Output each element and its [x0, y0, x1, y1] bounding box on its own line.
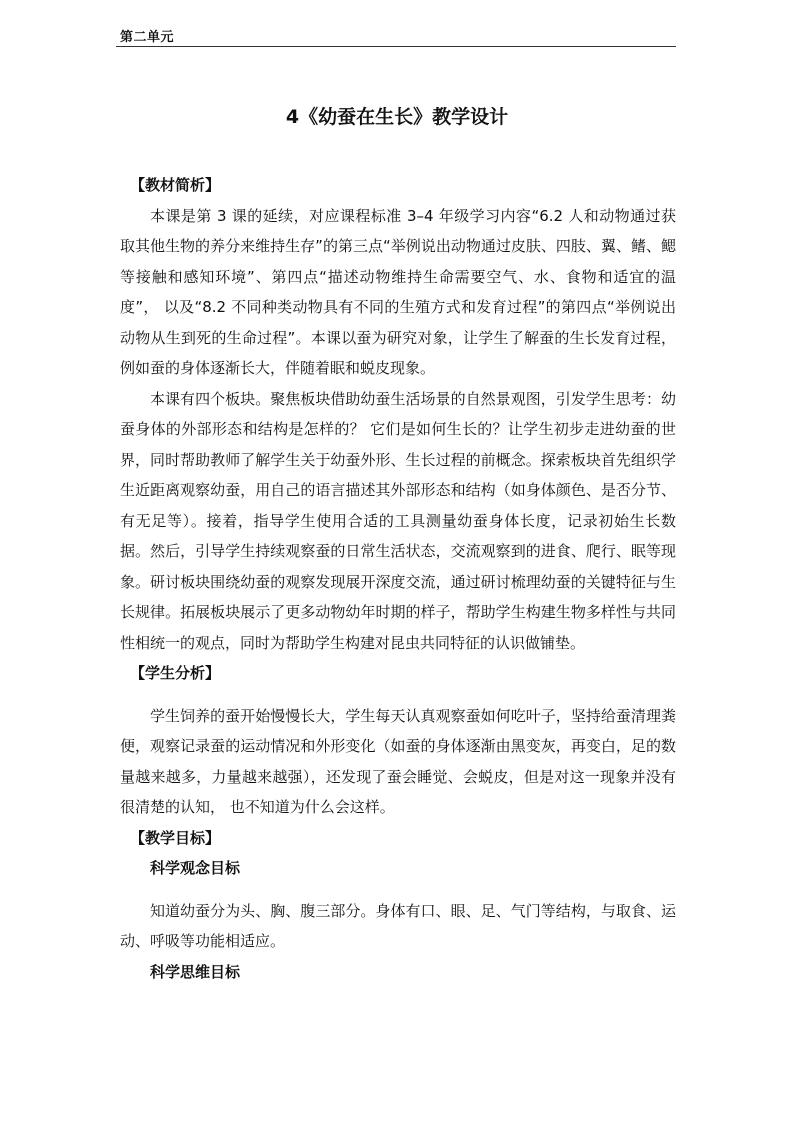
- paragraph-science-concept: 知道幼蚕分为头、胸、腹三部分。身体有口、眼、足、气门等结构，与取食、运动、呼吸等功能相适应。: [120, 901, 676, 950]
- paragraph-textbook-analysis-1: 本课是第 3 课的延续，对应课程标准 3–4 年级学习内容“6.2 人和动物通过获取其他生物的养分来维持生存”的第三点“举例说出动物通过皮肤、四肢、翼、鳍、鳃等接触和感知环境”、第四点“描述动物维持生命需要空气、水、食物和适宜的温度”， 以及“8.2 不同种类动物具有不同的生殖方式和发育过程”的第四点“举例说出动物从生到死的生命过程”。本课以蚕为研究对象，让学生了解蚕的生长发育过程，例如蚕的身体逐渐长大，伴随着眠和蜕皮现象。: [120, 206, 676, 377]
- subheading-science-thinking: 科学思维目标: [150, 962, 241, 981]
- document-title: 4《幼蚕在生长》教学设计: [285, 106, 509, 128]
- paragraph-student-analysis: 学生饲养的蚕开始慢慢长大，学生每天认真观察蚕如何吃叶子，坚持给蚕清理粪便，观察记录蚕的运动情况和外形变化（如蚕的身体逐渐由黑变灰，再变白，足的数量越来越多，力量越来越强），还发现了蚕会睡觉、会蜕皮，但是对这一现象并没有很清楚的认知， 也不知道为什么会这样。: [120, 706, 676, 816]
- header-rule: [116, 46, 676, 47]
- page-header: 第二单元: [120, 30, 175, 45]
- section-heading-student-analysis: 【学生分析】: [130, 664, 221, 682]
- document-body: [120, 170, 676, 987]
- subheading-science-concept: 科学观念目标: [150, 859, 241, 877]
- paragraph-textbook-analysis-2: 本课有四个板块。聚焦板块借助幼蚕生活场景的自然景观图，引发学生思考：幼蚕身体的外部形态和结构是怎样的？ 它们是如何生长的？让学生初步走进幼蚕的世界，同时帮助教师了解学生关于幼蚕外形、生长过程的前概念。探索板块首先组织学生近距离观察幼蚕，用自己的语言描述其外部形态和结构（如身体颜色、是否分节、有无足等）。接着，指导学生使用合适的工具测量幼蚕身体长度，记录初始生长数据。然后，引导学生持续观察蚕的日常生活状态，交流观察到的进食、爬行、眠等现象。研讨板块围绕幼蚕的观察发现展开深度交流，通过研讨梳理幼蚕的关键特征与生长规律。拓展板块展示了更多动物幼年时期的样子，帮助学生构建生物多样性与共同性相统一的观点，同时为帮助学生构建对昆虫共同特征的认识做铺垫。: [120, 389, 676, 652]
- section-heading-teaching-goals: 【教学目标】: [130, 828, 221, 847]
- section-heading-textbook-analysis: 【教材简析】: [130, 176, 221, 194]
